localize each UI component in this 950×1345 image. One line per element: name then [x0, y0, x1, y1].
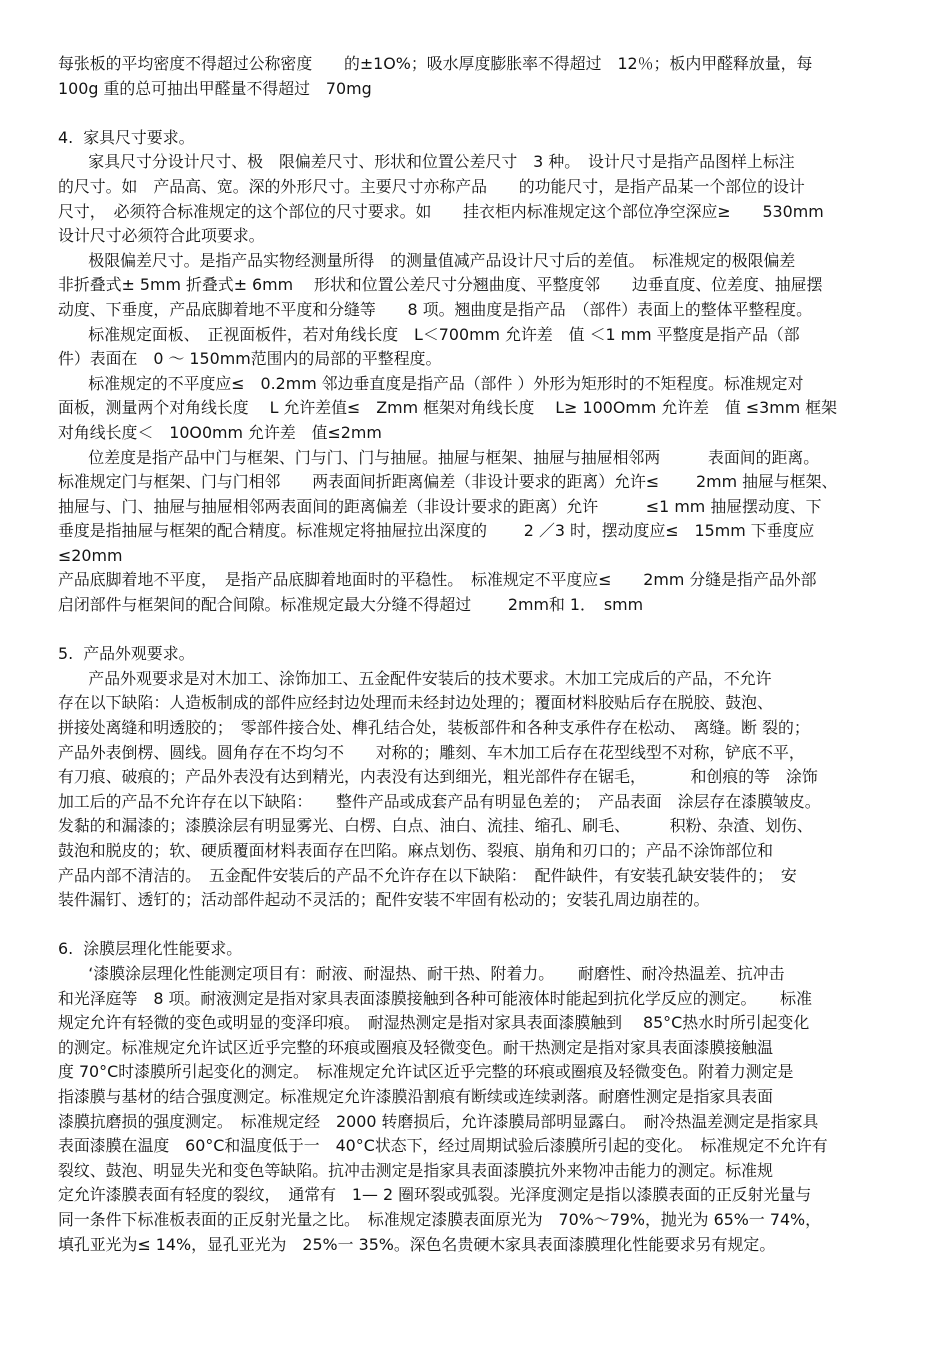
section-spacer	[58, 913, 914, 938]
text-line: 定允许漆膜表面有轻度的裂纹， 通常有 1— 2 圈环裂或弧裂。光泽度测定是指以漆膜表面的正反射光量与	[58, 1185, 812, 1205]
document-page	[58, 52, 914, 1257]
text-line: 产品外表倒楞、圆线。圆角存在不均匀不 对称的；雕刻、车木加工后存在花型线型不对称，铲底不平，	[58, 742, 805, 762]
text-line: 位差度是指产品中门与框架、门与门、门与抽屉。抽屉与框架、抽屉与抽屉相邻两 表面间的距离。	[58, 447, 820, 467]
text-line: 尺寸， 必须符合标准规定的这个部位的尺寸要求。如 挂衣柜内标准规定这个部位净空深应≥ 530mm	[58, 201, 824, 221]
text-line: 有刀痕、破痕的；产品外表没有达到精光，内表没有达到细光，粗光部件存在锯毛， 和创痕的等 涂饰	[58, 767, 818, 787]
text-line: 家具尺寸分设计尺寸、极 限偏差尺寸、形状和位置公差尺寸 3 种。 设计尺寸是指产品图样上标注	[58, 152, 795, 172]
section-heading: 5. 产品外观要求。	[58, 644, 195, 664]
text-line: 的测定。标准规定允许试区近乎完整的环痕或圈痕及轻微变色。耐干热测定是指对家具表面漆膜接触温	[58, 1037, 773, 1057]
section-heading: 6. 涂膜层理化性能要求。	[58, 939, 243, 959]
text-line: 件）表面在 0 ～ 150mm范围内的局部的平整程度。	[58, 349, 442, 369]
text-line: 同一条件下标准板表面的正反射光量之比。 标准规定漆膜表面原光为 70%～79%，抛光为 65%一 74%，	[58, 1209, 822, 1229]
text-line: ≤20mm	[58, 545, 123, 565]
text-line: 规定允许有轻微的变色或明显的变泽印痕。 耐湿热测定是指对家具表面漆膜触到 85°C热水时所引起变化	[58, 1013, 810, 1033]
text-line: 标准规定门与框架、门与门相邻 两表面间折距离偏差（非设计要求的距离）允许≤ 2mm 抽屉与框架、	[58, 472, 838, 492]
text-line: 标准规定面板、 正视面板件，若对角线长度 L＜700mm 允许差 值 ＜1 mm 平整度是指产品（部	[58, 324, 800, 344]
text-line: 加工后的产品不允许存在以下缺陷： 整件产品或成套产品有明显色差的； 产品表面 涂层存在漆膜皱皮。	[58, 791, 821, 811]
text-line: 鼓泡和脱皮的；软、硬质覆面材料表面存在凹陷。麻点划伤、裂痕、崩角和刃口的；产品不涂饰部位和	[58, 841, 773, 860]
section-spacer	[58, 618, 914, 643]
text-line: 面板，测量两个对角线长度 L 允许差值≤ Zmm 框架对角线长度 L≥ 100Omm 允许差 值 ≤3mm 框架	[58, 398, 838, 418]
text-line: 100g 重的总可抽出甲醛量不得超过 70mg	[58, 78, 372, 98]
text-line: 产品外观要求是对木加工、涂饰加工、五金配件安装后的技术要求。木加工完成后的产品，不允许	[58, 668, 772, 688]
section-heading: 4. 家具尺寸要求。	[58, 127, 195, 147]
section-spacer	[58, 101, 914, 126]
text-line: 非折叠式± 5mm 折叠式± 6mm 形状和位置公差尺寸分翘曲度、平整度邻 边垂直度、位差度、抽屉摆	[58, 275, 823, 295]
text-line: 装件漏钉、透钉的；活动部件起动不灵活的；配件安装不牢固有松动的；安装孔周边崩茬的。	[58, 890, 710, 910]
text-line: 填孔亚光为≤ 14%，显孔亚光为 25%一 35%。深色名贵硬木家具表面漆膜理化性能要求另有规定。	[58, 1234, 776, 1254]
text-line: 发黏的和漏漆的；漆膜涂层有明显雾光、白楞、白点、油白、流挂、缩孔、刷毛、 积粉、杂渣、划伤、	[58, 816, 813, 836]
text-line: 的尺寸。如 产品高、宽。深的外形尺寸。主要尺寸亦称产品 的功能尺寸，是指产品某一个部位的设计	[58, 176, 805, 196]
text-line: 产品底脚着地不平度， 是指产品底脚着地面时的平稳性。 标准规定不平度应≤ 2mm 分缝是指产品外部	[58, 570, 817, 590]
text-line: 裂纹、鼓泡、明显失光和变色等缺陷。抗冲击测定是指家具表面漆膜抗外来物冲击能力的测定。标准规	[58, 1160, 773, 1180]
text-line: 启闭部件与框架间的配合间隙。标准规定最大分缝不得超过 2mm和 1． smm	[58, 595, 644, 615]
text-line: 存在以下缺陷：人造板制成的部件应经封边处理而未经封边处理的；覆面材料胶贴后存在脱胶、鼓泡、	[58, 693, 773, 713]
text-line: 拼接处离缝和明透胶的； 零部件接合处、榫孔结合处，装板部件和各种支承件存在松动、 离缝。断 裂的；	[58, 718, 810, 738]
text-line: 和光泽庭等 8 项。耐液测定是指对家具表面漆膜接触到各种可能液体时能起到抗化学反应的测定。 标准	[58, 988, 812, 1008]
text-line: 漆膜抗磨损的强度测定。 标准规定经 2000 转磨损后，允许漆膜局部明显露白。 耐冷热温差测定是指家具	[58, 1111, 819, 1131]
section-intro	[58, 52, 914, 101]
text-line: 设计尺寸必须符合此项要求。	[58, 226, 265, 246]
text-line: 指漆膜与基材的结合强度测定。标准规定允许漆膜沿割痕有断续或连续剥落。耐磨性测定是指家具表面	[58, 1086, 773, 1106]
text-line: 抽屉与、门、抽屉与抽屉相邻两表面间的距离偏差（非设计要求的距离）允许 ≤1 mm 抽屉摆动度、下	[58, 496, 822, 516]
section-s5	[58, 642, 914, 913]
text-line: 对角线长度＜ 10O0mm 允许差 值≤2mm	[58, 422, 382, 442]
text-line: 动度、下垂度，产品底脚着地不平度和分缝等 8 项。翘曲度是指产品 （部件）表面上的整体平整程度。	[58, 299, 812, 319]
text-line: 表面漆膜在温度 60°C和温度低于一 40°C状态下，经过周期试验后漆膜所引起的变化。 标准规定不允许有	[58, 1136, 828, 1156]
text-line: ‘漆膜涂层理化性能测定项目有：耐液、耐湿热、耐干热、附着力。 耐磨性、耐冷热温差、抗冲击	[58, 963, 785, 983]
text-line: 极限偏差尺寸。是指产品实物经测量所得 的测量值减产品设计尺寸后的差值。 标准规定的极限偏差	[58, 250, 796, 270]
text-line: 度 70°C时漆膜所引起变化的测定。 标准规定允许试区近乎完整的环痕或圈痕及轻微变色。附着力测定是	[58, 1062, 794, 1082]
text-line: 垂度是指抽屉与框架的配合精度。标准规定将抽屉拉出深度的 2 ／3 时，摆动度应≤ 15mm 下垂度应	[58, 521, 815, 541]
text-line: 标准规定的不平度应≤ 0.2mm 邻边垂直度是指产品（部件 ）外形为矩形时的不矩程度。标准规定对	[58, 373, 804, 393]
section-s4	[58, 126, 914, 618]
section-s6	[58, 937, 914, 1257]
text-line: 每张板的平均密度不得超过公称密度 的±1O%；吸水厚度膨胀率不得超过 12％；板内甲醛释放量，每	[58, 54, 813, 73]
text-line: 产品内部不清洁的。 五金配件安装后的产品不允许存在以下缺陷： 配件缺件，有安装孔缺安装件的； 安	[58, 865, 797, 885]
